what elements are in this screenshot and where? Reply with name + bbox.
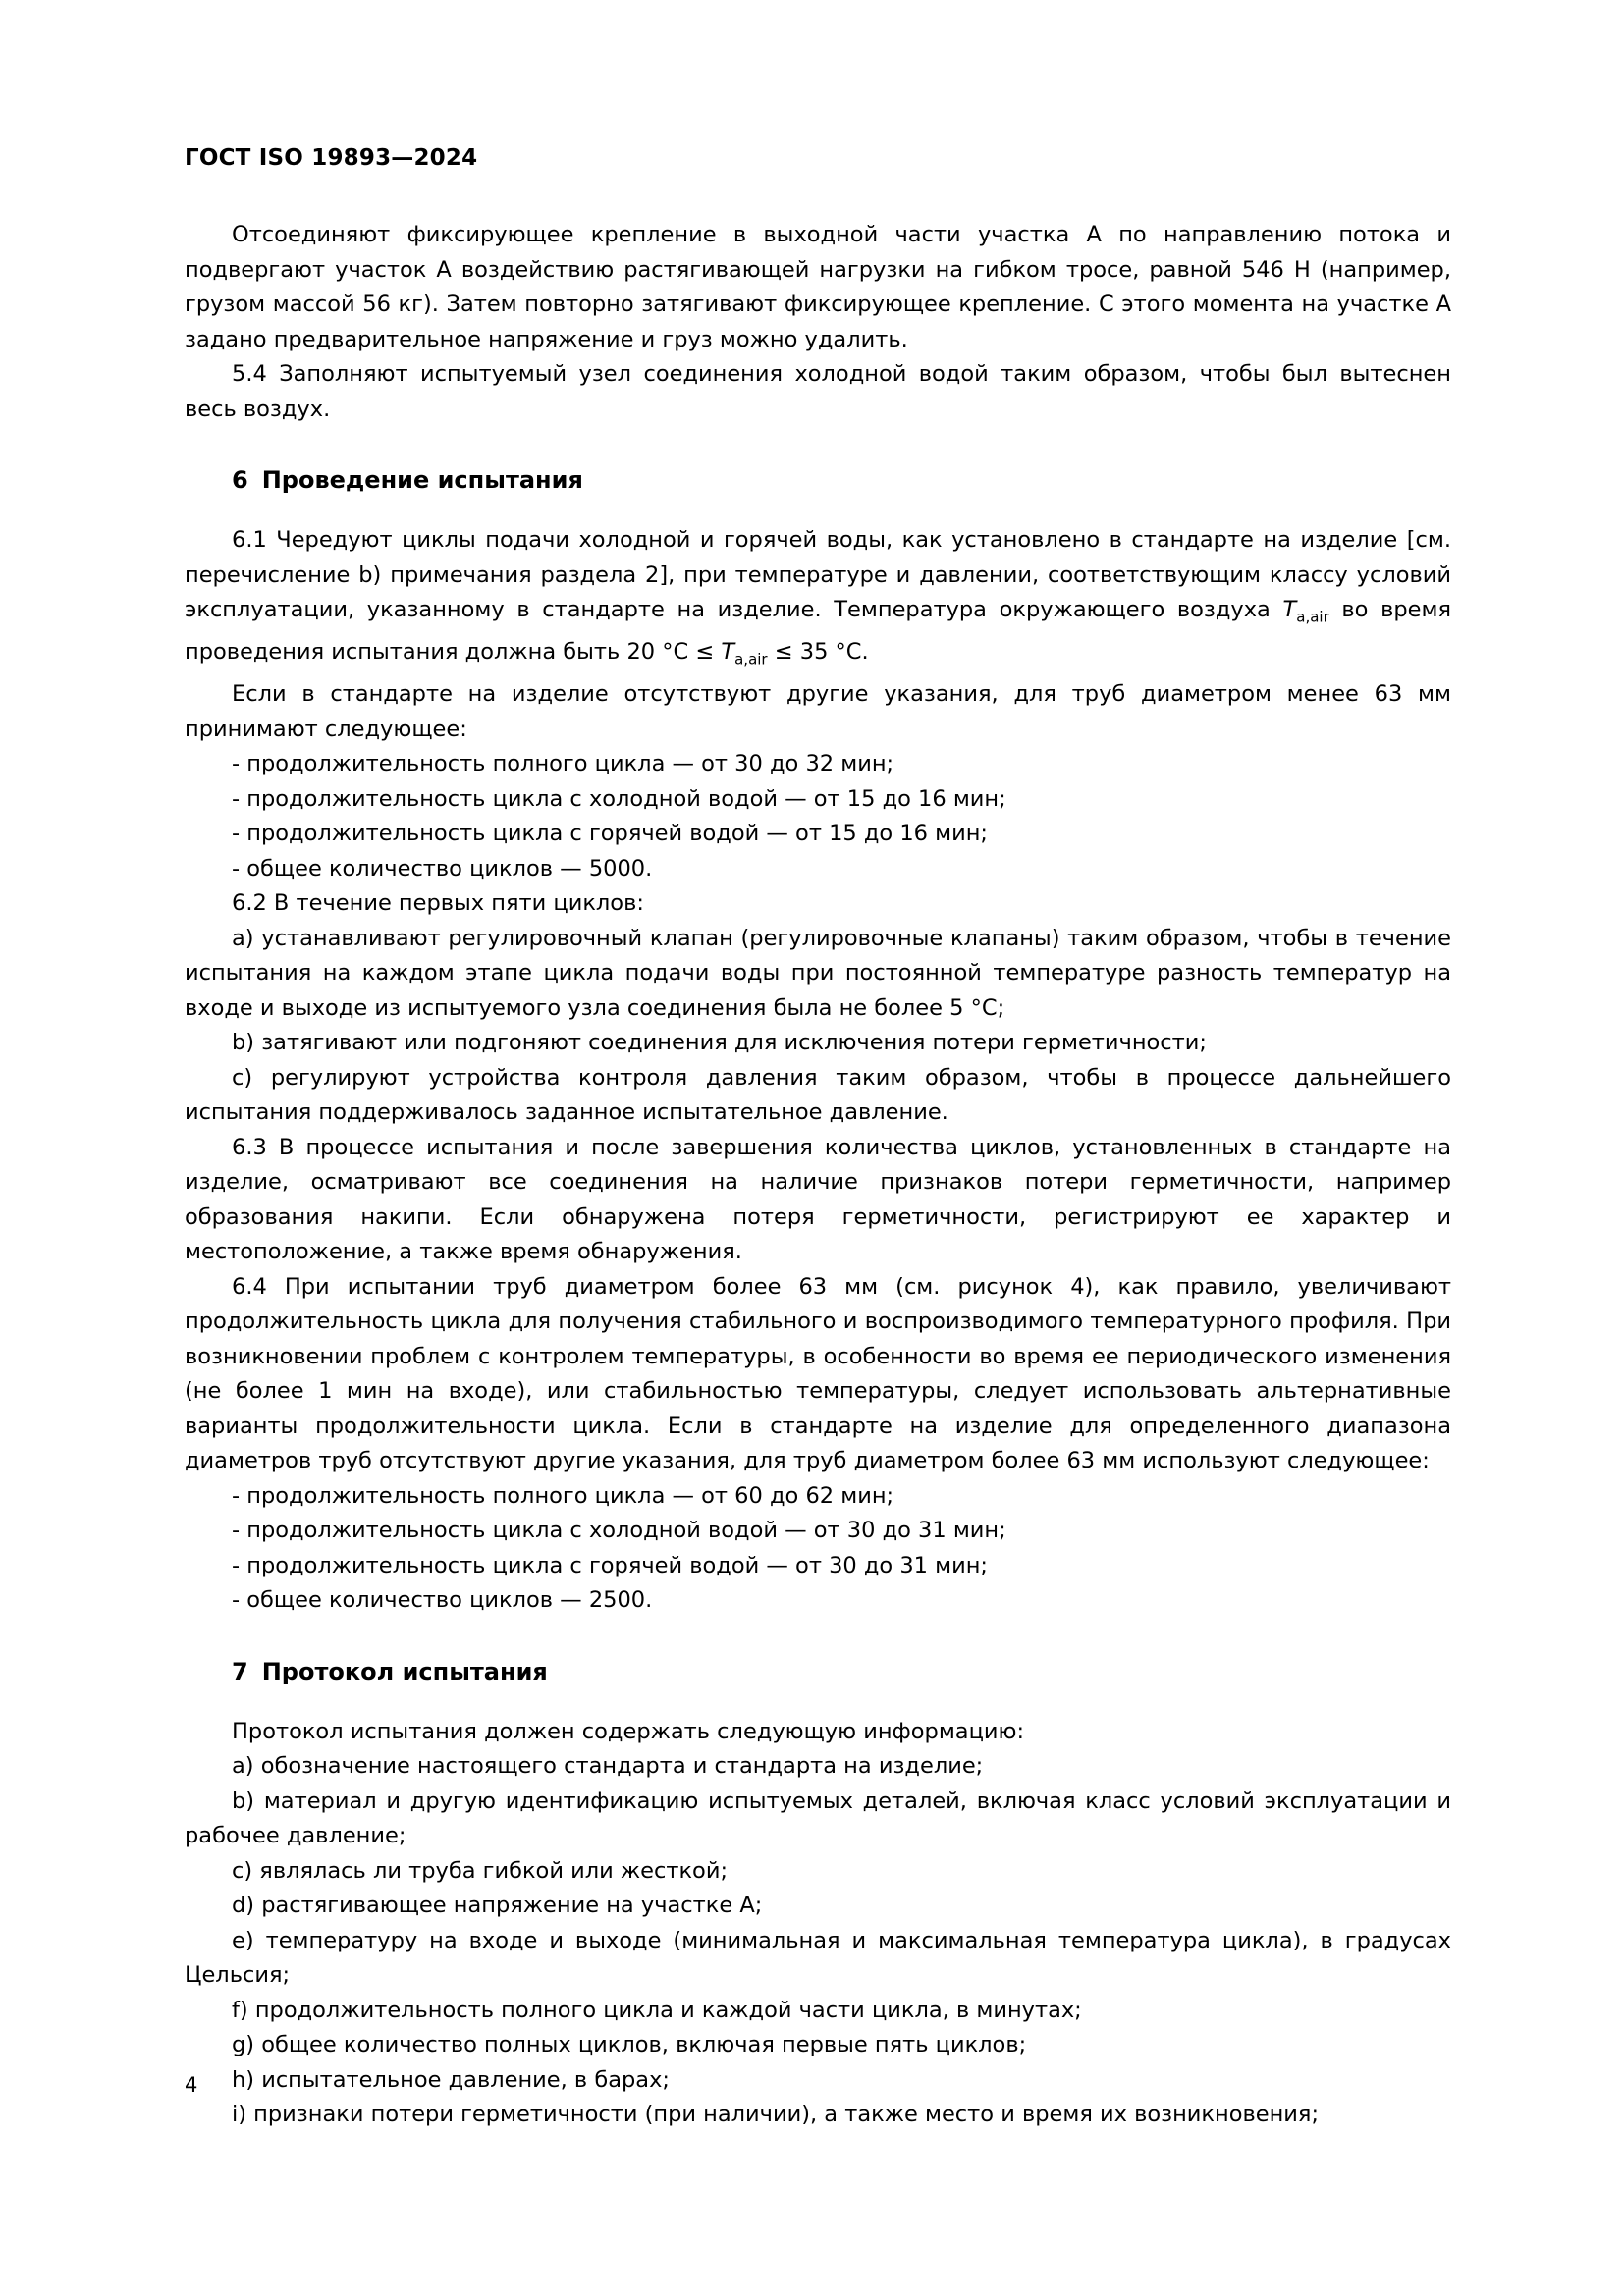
list-item: - общее количество циклов — 2500. <box>232 1587 653 1613</box>
report-item-i: i) признаки потери герметичности (при наличии), а также место и время их возникновения; <box>232 2102 1320 2127</box>
variable-ta-air-2-sub: a,air <box>734 650 768 668</box>
page-content <box>185 145 1451 2133</box>
paragraph-intro: Отсоединяют фиксирующее крепление в выходной части участка А по направлению потока и подвергают участок А воздействию растягивающей нагрузки на гибком тросе, равной 546 Н (например, грузом массой 56 кг). Затем повторно затягивают фиксирующее крепление. С этого момента на участке А задано предварительное напряжение и груз можно удалить. <box>185 222 1451 352</box>
section-heading-7 <box>185 1658 1451 1685</box>
list-item: - продолжительность цикла с горячей водой — от 15 до 16 мин; <box>232 821 988 846</box>
paragraph-6-1 <box>185 523 1451 677</box>
paragraph-6-2-c: c) регулируют устройства контроля давления таким образом, чтобы в процессе дальнейшего испытания поддерживалось заданное испытательное давление. <box>185 1064 1451 1125</box>
paragraph-small-pipes-intro: Если в стандарте на изделие отсутствуют другие указания, для труб диаметром менее 63 мм принимают следующее: <box>185 681 1451 742</box>
list-item: - продолжительность цикла с холодной водой — от 30 до 31 мин; <box>232 1518 1006 1543</box>
list-item: - продолжительность полного цикла — от 60 до 62 мин; <box>232 1482 894 1509</box>
paragraph-6-3: 6.3 В процессе испытания и после завершения количества циклов, установленных в стандарте на изделие, осматривают все соединения на наличие признаков потери герметичности, например образования накипи. Если обнаружена потеря герметичности, регистрируют ее характер и местоположение, а также время обнаружения. <box>185 1134 1451 1264</box>
report-item-d: d) растягивающее напряжение на участке А; <box>232 1893 763 1918</box>
variable-ta-air-1-sub: a,air <box>1296 608 1329 626</box>
list-item: - продолжительность полного цикла — от 30 до 32 мин; <box>232 751 894 776</box>
section-6-title: Проведение испытания <box>261 466 583 494</box>
variable-ta-air-2: T <box>721 639 735 665</box>
paragraph-6-4: 6.4 При испытании труб диаметром более 63 мм (см. рисунок 4), как правило, увеличивают продолжительность цикла для получения стабильного и воспроизводимого температурного профиля. При возникновении проблем с контролем температуры, в особенности во время ее периодического изменения (не более 1 мин на входе), или стабильностью температуры, следует использовать альтернативные варианты продолжительности цикла. Если в стандарте на изделие для определенного диапазона диаметров труб отсутствуют другие указания, для труб диаметром более 63 мм используют следующее: <box>185 1273 1451 1473</box>
report-item-b: b) материал и другую идентификацию испытуемых деталей, включая класс условий эксплуатации и рабочее давление; <box>185 1788 1451 1848</box>
report-item-c: c) являлась ли труба гибкой или жесткой; <box>232 1857 729 1884</box>
report-item-a: a) обозначение настоящего стандарта и стандарта на изделие; <box>232 1753 984 1779</box>
section-heading-6 <box>185 466 1451 494</box>
page-header-standard-number: ГОСТ ISO 19893—2024 <box>185 145 478 171</box>
list-item: - продолжительность цикла с холодной водой — от 15 до 16 мин; <box>232 785 1006 812</box>
paragraph-6-1-part1: 6.1 Чередуют циклы подачи холодной и горячей воды, как установлено в стандарте на изделие [см. перечисление b) примечания раздела 2], при температуре и давлении, соответствующим классу условий эксплуатации, указанному в стандарте на изделие. Температура окружающего воздуха <box>185 527 1451 622</box>
paragraph-6-2: 6.2 В течение первых пяти циклов: <box>232 890 644 916</box>
paragraph-6-2-a: a) устанавливают регулировочный клапан (регулировочные клапаны) таким образом, чтобы в течение испытания на каждом этапе цикла подачи воды при постоянной температуре разность температур на входе и выходе из испытуемого узла соединения была не более 5 °С; <box>185 925 1451 1021</box>
report-item-e: e) температуру на входе и выходе (минимальная и максимальная температура цикла), в градусах Цельсия; <box>185 1927 1451 1988</box>
list-item: - общее количество циклов — 5000. <box>232 855 653 881</box>
section-7-number: 7 <box>232 1657 248 1685</box>
section-7-title: Протокол испытания <box>261 1657 548 1685</box>
paragraph-6-1-part3: ≤ 35 °С. <box>767 639 869 665</box>
paragraph-6-1-part2: во время проведения испытания должна быть 20 °С ≤ <box>185 597 1451 665</box>
report-item-h: h) испытательное давление, в барах; <box>232 2066 670 2093</box>
paragraph-6-2-b: b) затягивают или подгоняют соединения для исключения потери герметичности; <box>232 1030 1207 1055</box>
paragraph-5-4: 5.4 Заполняют испытуемый узел соединения холодной водой таким образом, чтобы был вытеснен весь воздух. <box>185 361 1451 422</box>
report-item-f: f) продолжительность полного цикла и каждой части цикла, в минутах; <box>232 1997 1082 2023</box>
list-item: - продолжительность цикла с горячей водой — от 30 до 31 мин; <box>232 1552 988 1578</box>
paragraph-7-intro: Протокол испытания должен содержать следующую информацию: <box>232 1718 1025 1744</box>
report-item-g: g) общее количество полных циклов, включая первые пять циклов; <box>232 2032 1027 2057</box>
variable-ta-air-1: T <box>1282 597 1297 622</box>
section-6-number: 6 <box>232 466 248 494</box>
page-number: 4 <box>185 2073 198 2097</box>
